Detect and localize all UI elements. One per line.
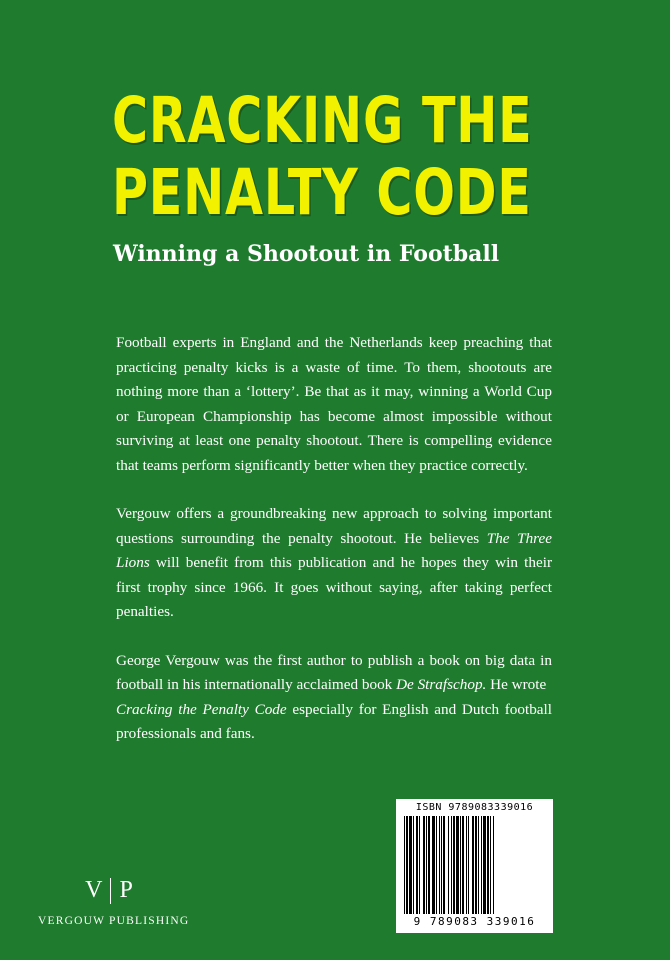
logo-divider <box>110 878 111 904</box>
barcode-bar <box>409 816 412 914</box>
barcode-bar <box>432 816 435 914</box>
isbn-digits: 9 789083 339016 <box>413 915 536 928</box>
barcode-bar <box>466 816 467 914</box>
barcode-bar <box>456 816 459 914</box>
barcode-bar <box>453 816 455 914</box>
publisher-name: VERGOUW PUBLISHING <box>38 915 190 927</box>
isbn-barcode <box>396 799 553 933</box>
barcode-bar <box>443 816 445 914</box>
blurb-p3-text: George Vergouw was the first author to publish a book on big data in football in his internationally acclaimed book <box>116 651 552 693</box>
barcode-bar <box>439 816 440 914</box>
barcode-bar <box>428 816 430 914</box>
barcode-bar <box>441 816 442 914</box>
barcode-bar <box>481 816 482 914</box>
publisher-logo <box>64 877 154 904</box>
book-title <box>112 84 533 229</box>
barcode-bar <box>416 816 418 914</box>
blurb-p3-italic-2: Cracking the Penalty Code <box>116 700 287 718</box>
barcode-bar <box>451 816 452 914</box>
barcode-bars <box>402 816 547 914</box>
barcode-bar <box>436 816 437 914</box>
blurb-p2-text-end: will benefit from this publication and he hopes they win their first trophy since 1966. It goes without saying, after taking perfect penalties. <box>116 554 552 620</box>
barcode-bar <box>406 816 408 914</box>
blurb-p3-text-mid: He wrote <box>486 676 547 693</box>
barcode-bar <box>490 816 491 914</box>
barcode-bar <box>472 816 474 914</box>
blurb-p3-text-end: especially for English and Dutch football professionals and fans. <box>116 700 552 742</box>
blurb-paragraph-1: Football experts in England and the Netherlands keep preaching that practicing penalty kicks is a waste of time. To them, shootouts are nothing more than a ‘lottery’. Be that as it may, winning a World Cup or European Championship has become almost impossible without surviving at least one penalty shootout. There is compelling evidence that teams perform significantly better when they practice correctly. <box>116 334 552 474</box>
barcode-bar <box>462 816 464 914</box>
barcode-bar <box>460 816 461 914</box>
barcode-bar <box>413 816 414 914</box>
isbn-label: ISBN 9789083339016 <box>415 802 534 813</box>
barcode-bar <box>448 816 449 914</box>
barcode-bar <box>423 816 425 914</box>
barcode-bar <box>426 816 427 914</box>
logo-letter-p: P <box>119 877 133 903</box>
barcode-bar <box>475 816 477 914</box>
barcode-bar <box>483 816 486 914</box>
barcode-bar <box>404 816 405 914</box>
barcode-bar <box>493 816 494 914</box>
blurb-p3-italic-1: De Strafschop. <box>396 676 487 693</box>
barcode-bar <box>419 816 420 914</box>
blurb <box>116 331 552 771</box>
barcode-bar <box>478 816 479 914</box>
blurb-paragraph-3 <box>116 649 552 747</box>
blurb-p2-italic: The Three Lions <box>116 529 552 571</box>
book-subtitle: Winning a Shootout in Football <box>113 241 500 267</box>
barcode-bar <box>487 816 489 914</box>
logo-letter-v: V <box>85 877 103 903</box>
blurb-paragraph-2 <box>116 502 552 625</box>
barcode-bar <box>468 816 469 914</box>
title-line-1: CRACKING THE <box>112 84 533 157</box>
title-line-2: PENALTY CODE <box>112 156 532 229</box>
blurb-p2-text: Vergouw offers a groundbreaking new approach to solving important questions surrounding the penalty shootout. He believes <box>116 505 552 547</box>
